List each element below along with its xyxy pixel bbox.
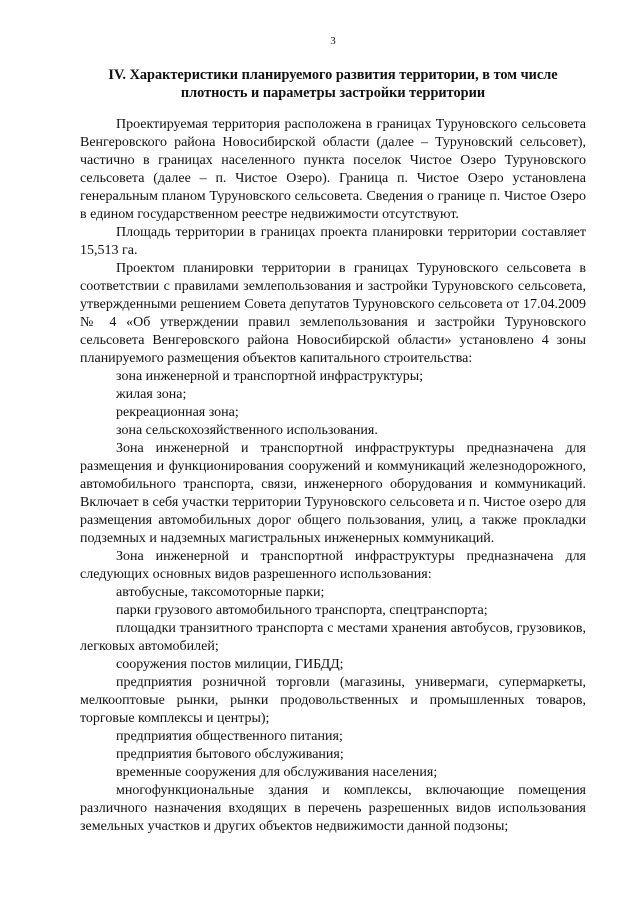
paragraph: многофункциональные здания и комплексы, включающие помещения различного назначения входящих в перечень разрешенных видов использования земельных участков и других объектов недвижимости данной подзоны;	[80, 783, 586, 834]
paragraph: жилая зона;	[116, 387, 187, 402]
paragraph: Зона инженерной и транспортной инфраструктуры предназначена для размещения и функционирования сооружений и коммуникаций железнодорожного, автомобильного транспорта, связи, инженерного оборудования и коммуникаций. Включает в себя участки территории Туруновского сельсовета и п. Чистое озеро для размещения автомобильных дорог общего пользования, улиц, а также прокладки подземных и надземных магистральных инженерных коммуникаций.	[80, 441, 586, 546]
paragraph: Площадь территории в границах проекта планировки территории составляет 15,513 га.	[80, 225, 586, 258]
body-text	[80, 116, 586, 836]
paragraph: Проектом планировки территории в границах Туруновского сельсовета в соответствии с правилами землепользования и застройки Туруновского сельсовета, утвержденными решением Совета депутатов Туруновского сельсовета от 17.04.2009 № 4 «Об утверждении правил землепользования и застройки Туруновского сельсовета Венгеровского района Новосибирской области» установлено 4 зоны планируемого размещения объектов капитального строительства:	[80, 261, 586, 366]
paragraph: Проектируемая территория расположена в границах Туруновского сельсовета Венгеровского района Новосибирской области (далее – Туруновский сельсовет), частично в границах населенного пункта поселок Чистое Озеро Туруновского сельсовета (далее – п. Чистое Озеро). Граница п. Чистое Озеро установлена генеральным планом Туруновского сельсовета. Сведения о границе п. Чистое Озеро в едином государственном реестре недвижимости отсутствуют.	[80, 117, 586, 222]
paragraph: предприятия розничной торговли (магазины, универмаги, супермаркеты, мелкооптовые рынки, рынки продовольственных и промышленных товаров, торговые комплексы и центры);	[80, 675, 586, 726]
page-number: 3	[330, 35, 336, 47]
paragraph: сооружения постов милиции, ГИБДД;	[116, 657, 344, 672]
section-heading: IV. Характеристики планируемого развития территории, в том числе плотность и параметры застройки территории	[108, 67, 558, 101]
paragraph: парки грузового автомобильного транспорта, спецтранспорта;	[116, 603, 488, 618]
paragraph: предприятия общественного питания;	[116, 729, 343, 744]
paragraph: предприятия бытового обслуживания;	[116, 747, 344, 762]
paragraph: временные сооружения для обслуживания населения;	[116, 765, 438, 780]
paragraph: автобусные, таксомоторные парки;	[116, 585, 325, 600]
paragraph: площадки транзитного транспорта с местами хранения автобусов, грузовиков, легковых автомобилей;	[80, 621, 586, 654]
paragraph: рекреационная зона;	[116, 405, 239, 420]
paragraph: зона инженерной и транспортной инфраструктуры;	[116, 369, 424, 384]
paragraph: зона сельскохозяйственного использования.	[116, 423, 378, 438]
paragraph: Зона инженерной и транспортной инфраструктуры предназначена для следующих основных видов разрешенного использования:	[80, 549, 586, 582]
